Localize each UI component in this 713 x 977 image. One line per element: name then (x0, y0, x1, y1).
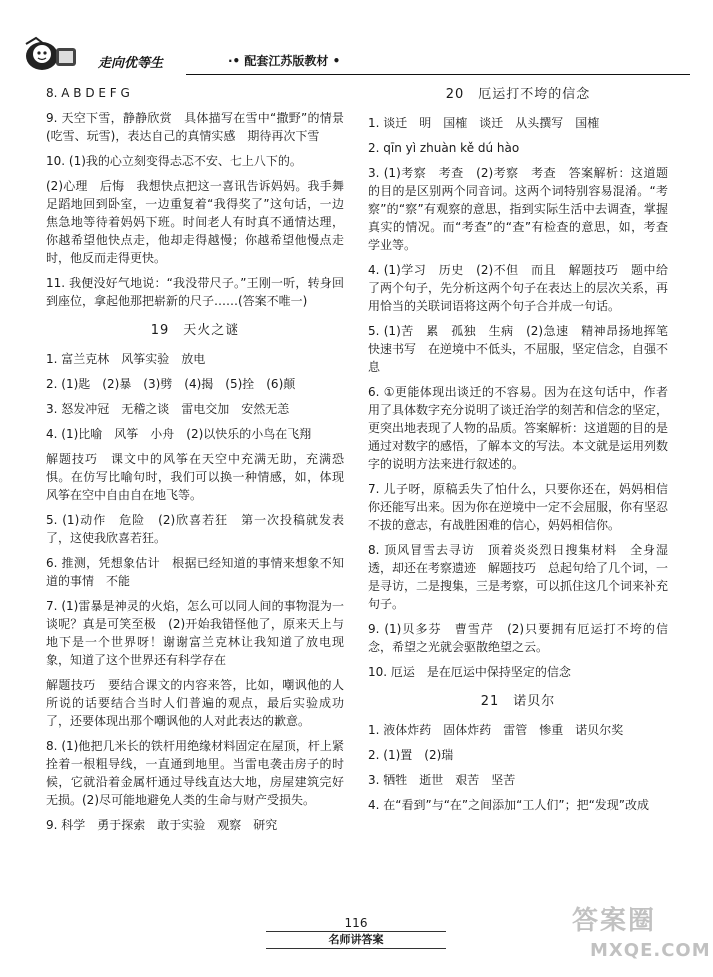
mascot-icon (22, 34, 80, 74)
header-divider (186, 74, 690, 75)
logo-text: 走向优等生 (98, 56, 164, 71)
answer-item: 10. (1)我的心立刻变得忐忑不安、七上八下的。 (46, 154, 302, 168)
answer-item: 6. ①更能体现出谈迁的不容易。因为在这句话中，作者用了具体数字充分说明了谈迁治学的刻苦和信念的坚定，更突出地表现了人物的品质。答案解析：这道题的目的是通过对数字的感悟，了解本文的写法。本文就是运用列数字的说明方法来进行叙述的。 (368, 385, 669, 471)
answer-item: 解题技巧 要结合课文的内容来答，比如，嘲讽他的人所说的话要结合当时人们普遍的观点，最后实验成功了，还要体现出那个嘲讽他的人对此表达的歉意。 (46, 678, 344, 728)
answer-item: 2. (1)置 (2)瑞 (368, 748, 454, 762)
answer-item: 4. 在“看到”与“在”之间添加“工人们”；把“发现”改成 (368, 798, 649, 812)
footer-label: 名师讲答案 (266, 931, 446, 949)
watermark-top-text: 答案圈 (572, 906, 657, 936)
page-header (0, 0, 713, 80)
answer-item: (2)心理 后悔 我想快点把这一喜讯告诉妈妈。我手舞足蹈地回到卧室，一边重复着“我得奖了”这句话，一边焦急地等待着妈妈下班。时间老人有时真不通情达理，你越希望他快点走，他却走得越慢；你越希望他慢点走时，他反而走得更快。 (46, 179, 344, 265)
answer-item: 5. (1)动作 危险 (2)欣喜若狂 第一次投稿就发表了，这使我欣喜若狂。 (46, 513, 344, 545)
answer-item: 7. (1)雷暴是神灵的火焰，怎么可以同人间的事物混为一谈呢？真是可笑至极 (2)开始我错怪他了，原来天上与地下是一个世界呀！谢谢富兰克林让我知道了放电现象，知道了这个世界还有科学存在 (46, 599, 344, 667)
answer-item: 10. 厄运 是在厄运中保持坚定的信念 (368, 665, 571, 679)
answer-item: 2. (1)匙 (2)暴 (3)劈 (4)揭 (5)拴 (6)颠 (46, 377, 296, 391)
watermark-bottom-text: MXQE.COM (590, 940, 711, 961)
answer-item: 11. 我便没好气地说：“我没带尺子。”王刚一听，转身回到座位，拿起他那把崭新的尺子……(答案不唯一) (46, 276, 344, 308)
answer-item: 1. 液体炸药 固体炸药 雷管 惨重 诺贝尔奖 (368, 723, 624, 737)
section-title-20: 20 厄运打不垮的信念 (445, 87, 591, 102)
answer-item: 3. (1)考察 考查 (2)考察 考查 答案解析：这道题的目的是区别两个同音词。这两个词特别容易混淆。“考察”的“察”有观察的意思，指到实际生活中去调查，掌握真实的情况。而“考查”的“查”有检查的意思，如，考查学业等。 (368, 166, 668, 252)
answer-item: 8. 顶风冒雪去寻访 顶着炎炎烈日搜集材料 全身湿透，却还在考察遗迹 解题技巧 总起句给了几个词，一是寻访，二是搜集，三是考察，可以抓住这几个词来补充句子。 (368, 543, 669, 611)
answer-item: 9. (1)贝多芬 曹雪芹 (2)只要拥有厄运打不垮的信念，希望之光就会驱散绝望之云。 (368, 622, 668, 654)
answer-item: 9. 科学 勇于探索 敢于实验 观察 研究 (46, 818, 278, 832)
section-title-19: 19 天火之谜 (150, 323, 240, 338)
answer-item: 8. (1)他把几米长的铁杆用绝缘材料固定在屋顶，杆上紧拴着一根粗导线，一直通到地里。当雷电袭击房子的时候，它就沿着金属杆通过导线直达大地，房屋建筑完好无损。(2)尽可能地避免人类的生命与财产受损失。 (46, 739, 344, 807)
answer-item: 1. 谈迁 明 国榷 谈迁 从头撰写 国榷 (368, 116, 600, 130)
answer-item: 5. (1)苦 累 孤独 生病 (2)急速 精神昂扬地挥笔快速书写 在逆境中不低头，不屈服，坚定信念，自强不息 (368, 324, 669, 374)
brand-logo (22, 34, 162, 74)
site-watermark (572, 896, 711, 970)
answer-item: 4. (1)学习 历史 (2)不但 而且 解题技巧 题中给了两个句子，先分析这两个句子在表达上的层次关系，再用恰当的关联词语将这两个句子合并成一句话。 (368, 263, 669, 313)
answer-item: 解题技巧 课文中的风筝在天空中充满无助，充满恐惧。在仿写比喻句时，我们可以换一种情感，如，体现风筝在空中自由自在地飞等。 (46, 452, 344, 502)
page-number: 116 (344, 916, 368, 930)
answer-item: 7. 儿子呀，原稿丢失了怕什么，只要你还在，妈妈相信你还能写出来。因为你在逆境中一定不会屈服，你有坚忍不拔的意志，有战胜困难的信心，妈妈相信你。 (368, 482, 669, 532)
answer-item: 9. 天空下雪，静静欣赏 具体描写在雪中“撒野”的情景(吃雪、玩雪)，表达自己的真情实感 期待再次下雪 (46, 111, 344, 143)
answer-item: 3. 牺牲 逝世 艰苦 坚苦 (368, 773, 516, 787)
answer-item: 8. A B D E F G (46, 86, 130, 100)
right-column (368, 84, 668, 821)
answer-item: 3. 怒发冲冠 无稽之谈 雷电交加 安然无恙 (46, 402, 290, 416)
answer-item: 4. (1)比喻 风筝 小舟 (2)以快乐的小鸟在飞翔 (46, 427, 312, 441)
answer-item: 6. 推测，凭想象估计 根据已经知道的事情来想象不知道的事情 不能 (46, 556, 344, 588)
answer-item: 2. qīn yì zhuàn kě dú hào (368, 141, 520, 155)
section-title-21: 21 诺贝尔 (480, 694, 556, 709)
answer-item: 1. 富兰克林 风筝实验 放电 (46, 352, 206, 366)
left-column (46, 84, 344, 841)
series-label: ·• 配套江苏版教材 • (228, 54, 341, 68)
